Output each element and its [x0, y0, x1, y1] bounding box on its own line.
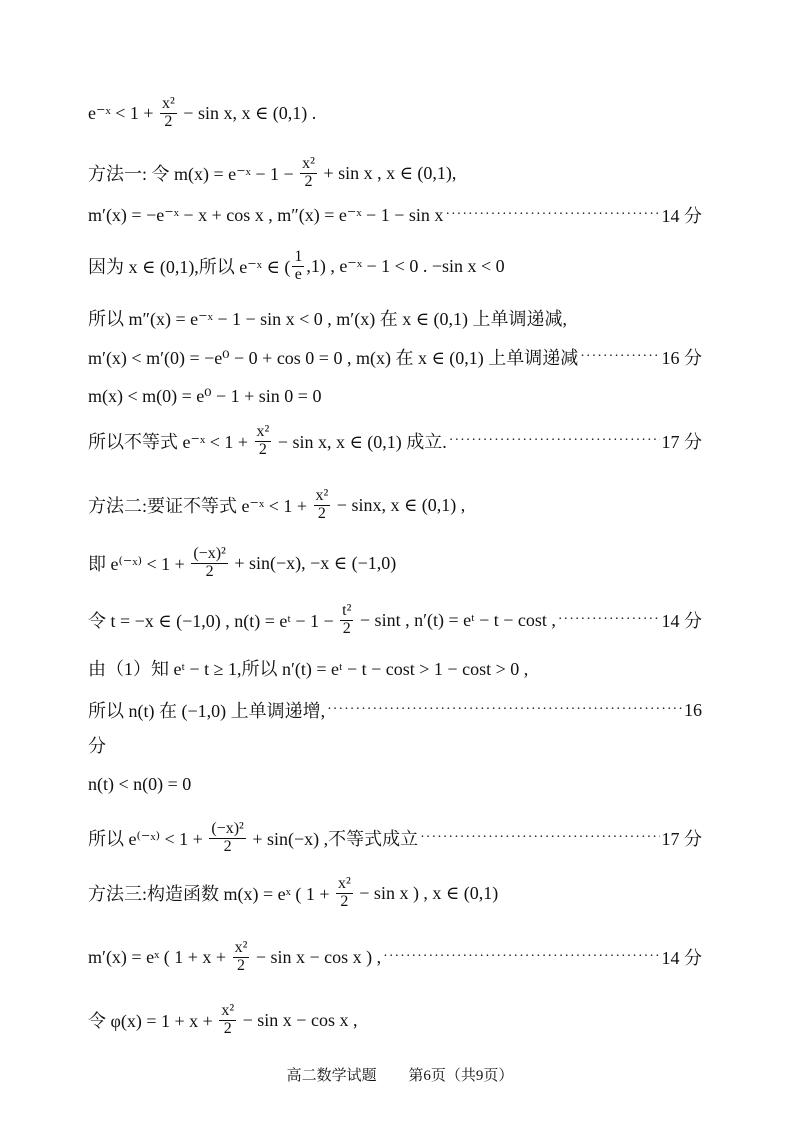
text-segment: 由（1）知 eᵗ − t ≥ 1,所以 n′(t) = eᵗ − t − cost > 1 − cost > 0 , — [88, 659, 529, 679]
denominator: 2 — [304, 172, 313, 190]
text-segment: + sin(−x), −x ∈ (−1,0) — [229, 552, 397, 573]
fraction — [160, 96, 177, 131]
text-line — [88, 648, 702, 688]
text-segment: m′(x) < m′(0) = −e⁰ − 0 + cos 0 = 0 , m(x) 在 x ∈ (0,1) 上单调递减 — [88, 348, 579, 368]
text-line — [88, 764, 702, 804]
fraction — [340, 603, 353, 638]
text-segment: 所以不等式 e⁻ˣ < 1 + — [88, 432, 253, 452]
text-line — [88, 246, 702, 286]
text-segment: 所以 m″(x) = e⁻ˣ − 1 − sin x < 0 , m′(x) 在 x ∈ (0,1) 上单调递减, — [88, 309, 568, 329]
text-segment: + sin x , x ∈ (0,1), — [318, 162, 457, 183]
text-line — [88, 725, 702, 765]
numerator: (−x)² — [193, 544, 226, 562]
text-line — [88, 937, 702, 977]
numerator: x² — [302, 154, 315, 172]
denominator: 2 — [223, 837, 232, 855]
text-line — [88, 818, 702, 858]
dot-leader — [558, 612, 660, 628]
denominator: 2 — [317, 504, 326, 522]
fraction — [336, 876, 353, 911]
text-segment: 令 t = −x ∈ (−1,0) , n(t) = eᵗ − 1 − — [88, 611, 339, 631]
fraction — [233, 940, 250, 975]
text-line — [88, 543, 702, 583]
text-segment: − sin x, x ∈ (0,1) 成立. — [273, 432, 447, 452]
denominator: 2 — [258, 440, 267, 458]
score-mark: 14 分 — [661, 206, 702, 226]
text-segment: 令 φ(x) = 1 + x + — [88, 1011, 218, 1031]
text-line — [88, 873, 702, 913]
text-segment: − sin x − cos x , — [238, 1009, 358, 1030]
text-segment: m′(x) = eˣ ( 1 + x + — [88, 946, 231, 967]
text-line — [88, 93, 702, 133]
fraction — [191, 546, 227, 581]
text-segment: 因为 x ∈ (0,1),所以 e⁻ˣ ∈ ( — [88, 257, 291, 277]
text-segment: 方法二:要证不等式 e⁻ˣ < 1 + — [88, 496, 312, 516]
text-segment: − sin x − cos x ) , — [251, 946, 382, 967]
footer-page-number: 第6页（共9页） — [408, 1068, 514, 1084]
dot-leader — [327, 702, 682, 718]
footer-subject: 高二数学试题 — [286, 1068, 377, 1084]
fraction — [255, 424, 272, 459]
text-line — [88, 153, 702, 193]
numerator: x² — [162, 94, 175, 112]
score-mark: 16 — [684, 699, 702, 720]
text-segment: ,1) , e⁻ˣ − 1 < 0 . −sin x < 0 — [306, 255, 505, 276]
numerator: x² — [234, 938, 248, 956]
score-mark: 17 分 — [661, 829, 702, 849]
denominator: 2 — [340, 892, 349, 910]
text-segment: 所以 n(t) 在 (−1,0) 上单调递增, — [88, 701, 326, 721]
dot-leader — [449, 433, 660, 449]
dot-leader — [445, 207, 659, 223]
score-mark: 16 分 — [661, 348, 702, 368]
text-line — [88, 421, 702, 461]
text-segment: − sin x, x ∈ (0,1) . — [178, 102, 317, 123]
dot-leader — [383, 949, 659, 965]
denominator: 2 — [205, 562, 214, 580]
numerator: x² — [221, 1001, 235, 1019]
text-line — [88, 376, 702, 416]
fraction — [209, 821, 245, 856]
dot-leader — [420, 830, 659, 846]
fraction — [292, 249, 304, 284]
text-segment: m(x) < m(0) = e⁰ − 1 + sin 0 = 0 — [88, 385, 322, 406]
score-mark: 17 分 — [661, 432, 702, 452]
numerator: x² — [337, 874, 351, 892]
denominator: 2 — [164, 112, 173, 130]
text-segment: + sin(−x) ,不等式成立 — [247, 829, 419, 849]
text-line — [88, 600, 702, 640]
text-line — [88, 298, 702, 338]
fraction — [314, 488, 331, 523]
fraction — [300, 156, 317, 191]
text-segment: 分 — [88, 736, 106, 756]
text-line — [88, 337, 702, 377]
text-segment: − sint , n′(t) = eᵗ − t − cost , — [355, 609, 556, 630]
numerator: x² — [256, 422, 270, 440]
score-mark: 14 分 — [661, 948, 702, 968]
numerator: (−x)² — [211, 819, 244, 837]
text-segment: 方法三:构造函数 m(x) = eˣ ( 1 + — [88, 884, 334, 904]
text-line — [88, 485, 702, 525]
numerator: 1 — [294, 247, 303, 265]
denominator: 2 — [342, 619, 351, 637]
page-footer — [0, 1064, 800, 1085]
text-segment: 即 e⁽⁻ˣ⁾ < 1 + — [88, 554, 190, 574]
text-line — [88, 195, 702, 235]
fraction — [219, 1003, 236, 1038]
text-segment: n(t) < n(0) = 0 — [88, 773, 192, 794]
dot-leader — [580, 349, 659, 365]
numerator: t² — [342, 601, 352, 619]
text-segment: − sinx, x ∈ (0,1) , — [332, 494, 466, 515]
score-mark: 14 分 — [661, 611, 702, 631]
text-segment: − sin x ) , x ∈ (0,1) — [354, 882, 499, 903]
text-segment: 所以 e⁽⁻ˣ⁾ < 1 + — [88, 829, 208, 849]
text-line — [88, 690, 702, 730]
text-segment: m′(x) = −e⁻ˣ − x + cos x , m″(x) = e⁻ˣ − 1 − sin x — [88, 204, 444, 225]
text-line — [88, 1000, 702, 1040]
denominator: e — [294, 265, 302, 283]
denominator: 2 — [223, 1019, 232, 1037]
denominator: 2 — [236, 956, 245, 974]
text-segment: e⁻ˣ < 1 + — [88, 102, 158, 123]
numerator: x² — [315, 486, 329, 504]
text-segment: 方法一: 令 m(x) = e⁻ˣ − 1 − — [88, 164, 299, 184]
